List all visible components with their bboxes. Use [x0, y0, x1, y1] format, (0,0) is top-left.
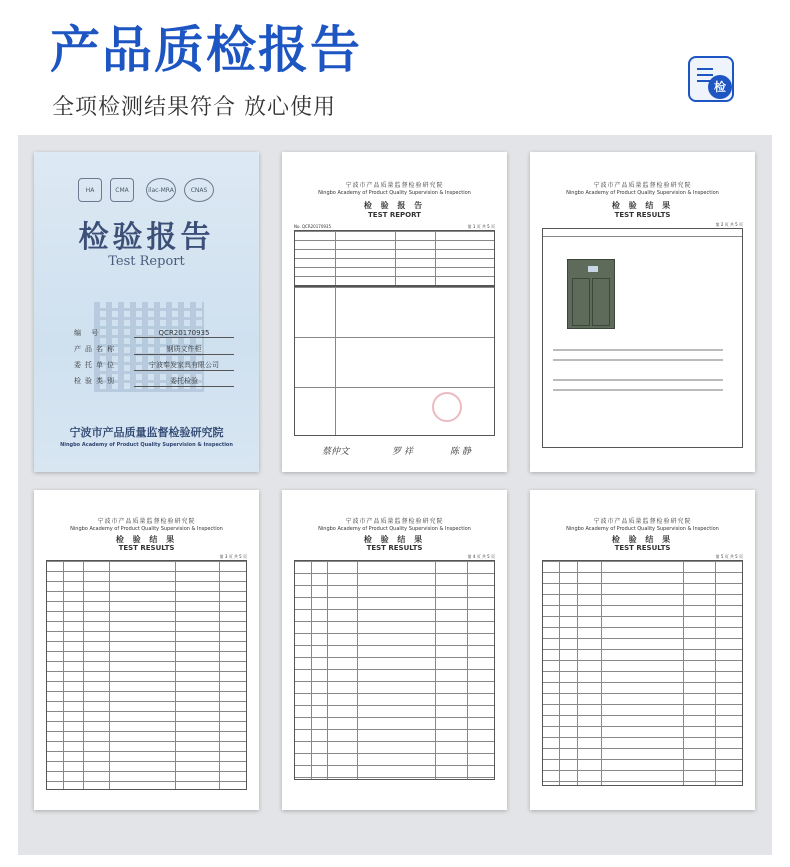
page-header — [0, 0, 790, 135]
cover-field-category: 检验类别 委托检验 — [74, 376, 234, 387]
logo-ilac: ilac-MRA — [146, 178, 176, 202]
certification-logos — [78, 174, 238, 210]
results-table — [294, 560, 495, 780]
doc-heading-en: TEST RESULTS — [118, 544, 175, 552]
logo-ha: HA — [78, 178, 102, 202]
doc-heading-en: TEST RESULTS — [366, 544, 423, 552]
cover-title: 检验报告 — [78, 220, 215, 255]
doc-page: 第 1 页 共 5 页 — [467, 224, 495, 229]
document-lines-icon — [697, 68, 713, 70]
doc-org: 宁波市产品质量监督检验研究院 — [593, 182, 692, 189]
doc-heading: 检 验 结 果 — [611, 535, 674, 544]
cover-field-number: 编 号 QCR20170935 — [74, 328, 234, 338]
doc-heading: 检 验 结 果 — [611, 201, 674, 210]
doc-number: No. QCR20170935 — [294, 224, 331, 229]
logo-cnas: CNAS — [184, 178, 214, 202]
doc-org-en: Ningbo Academy of Product Quality Supervision & Inspection — [566, 526, 719, 532]
doc-page: 第 3 页 共 5 页 — [219, 554, 247, 559]
badge-label: 检 — [708, 75, 732, 99]
report-info-table — [294, 230, 495, 286]
report-summary-table — [294, 286, 495, 436]
doc-org: 宁波市产品质量监督检验研究院 — [97, 518, 196, 525]
cover-org-en: Ningbo Academy of Product Quality Supervision & Inspection — [60, 442, 233, 448]
doc-heading-en: TEST REPORT — [368, 211, 421, 219]
report-page-5 — [530, 490, 755, 810]
logo-cma: CMA — [110, 178, 134, 202]
report-cover — [34, 152, 259, 472]
doc-page: 第 4 页 共 5 页 — [467, 554, 495, 559]
doc-org-en: Ningbo Academy of Product Quality Supervision & Inspection — [318, 526, 471, 532]
sample-description-box — [542, 228, 743, 448]
doc-org-en: Ningbo Academy of Product Quality Supervision & Inspection — [318, 190, 471, 196]
results-table — [46, 560, 247, 790]
doc-heading-en: TEST RESULTS — [614, 544, 671, 552]
doc-page: 第 5 页 共 5 页 — [715, 554, 743, 559]
official-seal — [432, 392, 462, 422]
doc-org-en: Ningbo Academy of Product Quality Supervision & Inspection — [70, 526, 223, 532]
page-subtitle: 全项检测结果符合 放心使用 — [52, 95, 336, 120]
cover-org: 宁波市产品质量监督检验研究院 — [69, 426, 224, 439]
doc-org: 宁波市产品质量监督检验研究院 — [345, 518, 444, 525]
report-page-4 — [282, 490, 507, 810]
cover-title-en: Test Report — [108, 254, 185, 269]
product-photo — [567, 259, 615, 329]
doc-heading: 检 验 结 果 — [363, 535, 426, 544]
signature-tester: 陈 静 — [450, 447, 471, 457]
report-page-2 — [530, 152, 755, 472]
doc-heading: 检 验 结 果 — [115, 535, 178, 544]
page-title: 产品质检报告 — [50, 20, 362, 79]
results-table — [542, 560, 743, 786]
signature-approver: 蔡仲文 — [322, 447, 350, 457]
doc-org: 宁波市产品质量监督检验研究院 — [593, 518, 692, 525]
cover-field-client: 委托单位 宁波奉发家具有限公司 — [74, 360, 234, 371]
report-check-icon — [688, 56, 734, 102]
report-page-3 — [34, 490, 259, 810]
doc-org: 宁波市产品质量监督检验研究院 — [345, 182, 444, 189]
doc-org-en: Ningbo Academy of Product Quality Supervision & Inspection — [566, 190, 719, 196]
doc-page: 第 2 页 共 5 页 — [715, 222, 743, 227]
report-page-1 — [282, 152, 507, 472]
cover-field-product: 产品名称 钢质文件柜 — [74, 344, 234, 355]
signature-reviewer: 罗 祥 — [392, 447, 413, 457]
doc-heading-en: TEST RESULTS — [614, 211, 671, 219]
doc-heading: 检 验 报 告 — [363, 201, 426, 210]
